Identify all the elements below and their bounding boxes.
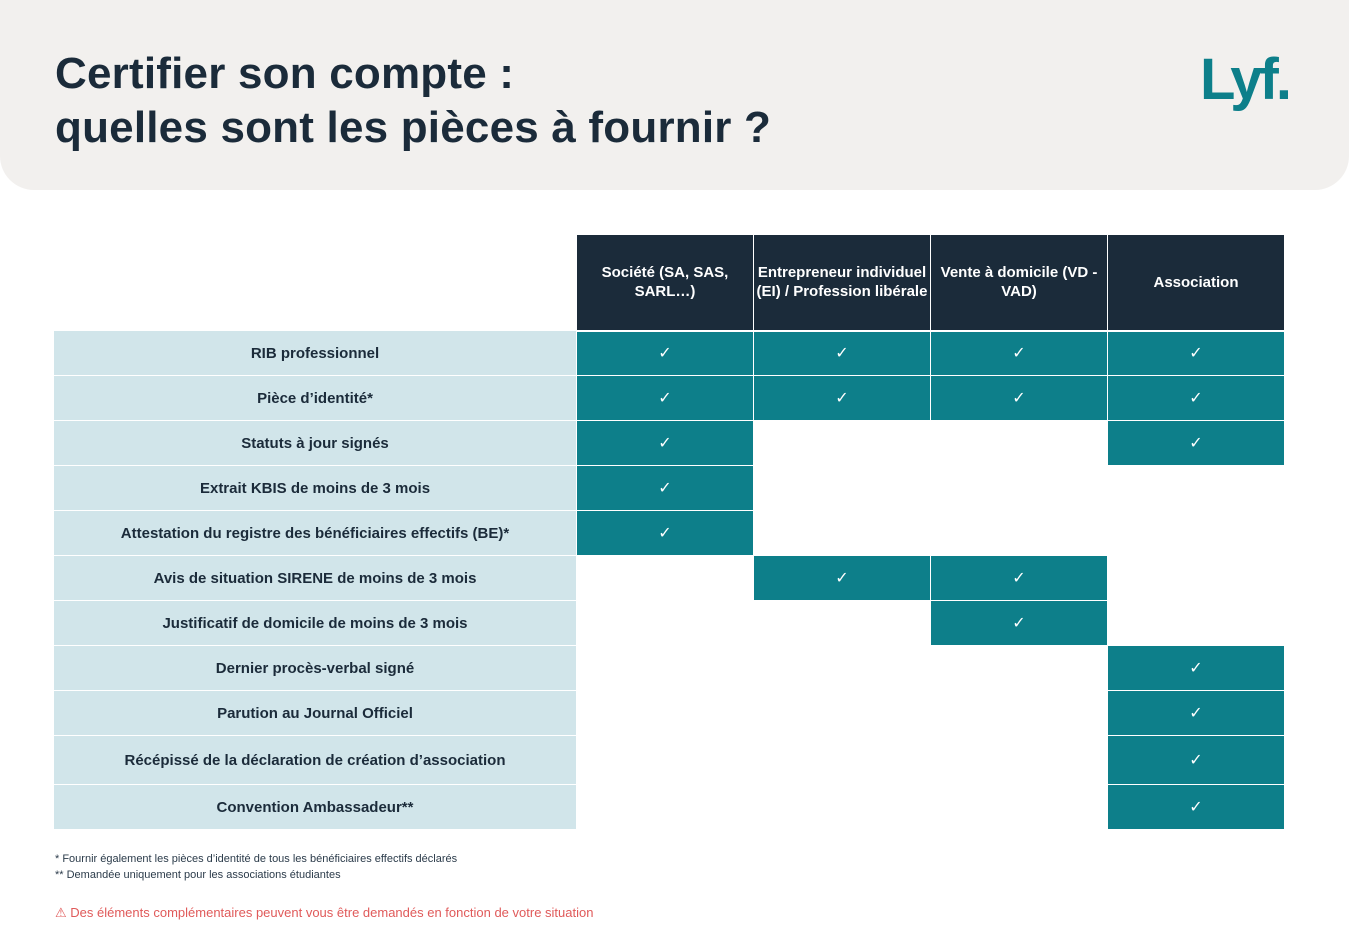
required-cell	[1108, 646, 1285, 691]
empty-cell	[1108, 466, 1285, 511]
row-label: Statuts à jour signés	[54, 421, 577, 466]
required-cell	[931, 601, 1108, 646]
empty-cell	[577, 601, 754, 646]
empty-cell	[1108, 511, 1285, 556]
check-icon: ✓	[1189, 390, 1203, 407]
empty-cell	[577, 691, 754, 736]
lyf-logo: Lyf.	[1200, 47, 1289, 112]
check-icon: ✓	[658, 345, 672, 363]
empty-cell	[754, 736, 931, 785]
table-row	[54, 466, 1285, 511]
empty-cell	[931, 691, 1108, 736]
empty-cell	[1108, 556, 1285, 601]
footnote: * Fournir également les pièces d’identité de tous les bénéficiaires effectifs déclarés	[55, 853, 458, 865]
column-header-societe: Société (SA, SAS, SARL…)	[577, 235, 754, 331]
table-row	[54, 556, 1285, 601]
required-cell	[577, 376, 754, 421]
required-cell	[754, 376, 931, 421]
footnote: ** Demandée uniquement pour les associations étudiantes	[55, 869, 341, 881]
row-label: RIB professionnel	[54, 331, 577, 376]
check-icon: ✓	[1012, 615, 1026, 632]
table-row	[54, 691, 1285, 736]
row-label: Avis de situation SIRENE de moins de 3 mois	[54, 556, 577, 601]
table-row	[54, 785, 1285, 830]
check-icon: ✓	[1189, 752, 1203, 769]
table-body	[54, 331, 1285, 830]
required-cell	[1108, 691, 1285, 736]
page-title	[55, 47, 771, 155]
row-label: Parution au Journal Officiel	[54, 691, 577, 736]
column-header-association: Association	[1108, 235, 1285, 331]
empty-cell	[931, 785, 1108, 830]
check-icon: ✓	[658, 390, 672, 407]
row-label: Justificatif de domicile de moins de 3 mois	[54, 601, 577, 646]
warning-note: ⚠ Des éléments complémentaires peuvent vous être demandés en fonction de votre situation	[55, 905, 594, 920]
empty-cell	[577, 785, 754, 830]
table-row	[54, 421, 1285, 466]
title-line-1: Certifier son compte :	[55, 49, 515, 98]
row-label: Extrait KBIS de moins de 3 mois	[54, 466, 577, 511]
required-cell	[1108, 736, 1285, 785]
empty-cell	[754, 466, 931, 511]
footnotes	[55, 851, 457, 883]
empty-cell	[754, 601, 931, 646]
empty-cell	[754, 785, 931, 830]
page-header	[0, 0, 1349, 190]
required-cell	[1108, 331, 1285, 376]
required-cell	[931, 376, 1108, 421]
title-line-2: quelles sont les pièces à fournir ?	[55, 103, 772, 152]
empty-cell	[577, 556, 754, 601]
check-icon: ✓	[658, 435, 672, 452]
empty-cell	[754, 691, 931, 736]
empty-cell	[1108, 601, 1285, 646]
row-label: Convention Ambassadeur**	[54, 785, 577, 830]
required-cell	[931, 556, 1108, 601]
header-spacer	[54, 235, 577, 331]
check-icon: ✓	[1189, 435, 1203, 452]
column-header-vente-domicile: Vente à domicile (VD - VAD)	[931, 235, 1108, 331]
row-label: Pièce d’identité*	[54, 376, 577, 421]
required-cell	[754, 331, 931, 376]
required-cell	[1108, 376, 1285, 421]
check-icon: ✓	[658, 480, 672, 497]
empty-cell	[931, 646, 1108, 691]
check-icon: ✓	[1189, 799, 1203, 816]
required-cell	[577, 466, 754, 511]
table-row	[54, 331, 1285, 376]
required-cell	[1108, 421, 1285, 466]
empty-cell	[754, 511, 931, 556]
check-icon: ✓	[1012, 390, 1026, 407]
check-icon: ✓	[658, 525, 672, 542]
empty-cell	[754, 646, 931, 691]
check-icon: ✓	[1189, 345, 1203, 363]
table-row	[54, 601, 1285, 646]
check-icon: ✓	[835, 345, 849, 363]
requirements-table	[54, 235, 1285, 830]
required-cell	[577, 331, 754, 376]
table-header-row	[54, 235, 1285, 331]
table-row	[54, 376, 1285, 421]
table-row	[54, 646, 1285, 691]
check-icon: ✓	[1012, 570, 1026, 587]
empty-cell	[577, 646, 754, 691]
required-cell	[931, 331, 1108, 376]
empty-cell	[931, 466, 1108, 511]
empty-cell	[577, 736, 754, 785]
empty-cell	[931, 421, 1108, 466]
required-cell	[1108, 785, 1285, 830]
required-cell	[577, 511, 754, 556]
check-icon: ✓	[835, 570, 849, 587]
table-row	[54, 736, 1285, 785]
required-cell	[754, 556, 931, 601]
check-icon: ✓	[835, 390, 849, 407]
column-header-entrepreneur: Entrepreneur individuel (EI) / Profession libérale	[754, 235, 931, 331]
row-label: Récépissé de la déclaration de création d’association	[54, 736, 577, 785]
empty-cell	[754, 421, 931, 466]
table-row	[54, 511, 1285, 556]
row-label: Dernier procès-verbal signé	[54, 646, 577, 691]
check-icon: ✓	[1189, 705, 1203, 722]
required-cell	[577, 421, 754, 466]
empty-cell	[931, 511, 1108, 556]
check-icon: ✓	[1189, 660, 1203, 677]
empty-cell	[931, 736, 1108, 785]
check-icon: ✓	[1012, 345, 1026, 363]
row-label: Attestation du registre des bénéficiaires effectifs (BE)*	[54, 511, 577, 556]
